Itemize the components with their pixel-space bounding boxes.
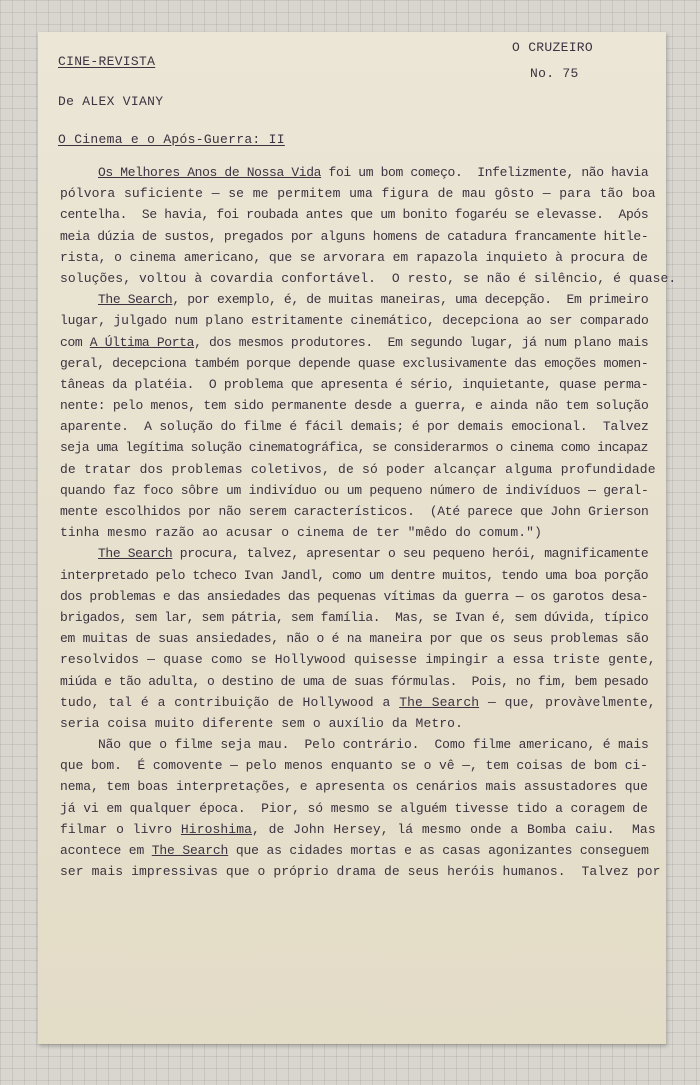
text-line: The Search, por exemplo, é, de muitas maneiras, uma decepção. Em primeiro	[98, 292, 649, 308]
text-line: nema, tem boas interpretações, e apresenta os cenários mais assustadores que	[60, 779, 648, 795]
text-line: filmar o livro Hiroshima, de John Hersey, lá mesmo onde a Bomba caiu. Mas	[60, 821, 656, 837]
text-line: tâneas da platéia. O problema que apresenta é sério, inquietante, quase perma-	[60, 376, 649, 392]
text-line: seja uma legítima solução cinematográfica, se considerarmos o cinema como incapaz	[60, 440, 648, 456]
text-line: lugar, julgado num plano estritamente cinemático, decepciona ao ser comparado	[60, 313, 649, 329]
text-line: geral, decepciona também porque depende quase exclusivamente das emoções momen-	[60, 355, 649, 371]
text-line: centelha. Se havia, foi roubada antes que um bonito fogaréu se elevasse. Após	[60, 207, 649, 223]
text-line: brigados, sem lar, sem pátria, sem família. Mas, se Ivan é, sem dúvida, típico	[60, 609, 649, 625]
text-line: Não que o filme seja mau. Pelo contrário. Como filme americano, é mais	[98, 737, 649, 753]
text-line: interpretado pelo tcheco Ivan Jandl, como um dentre muitos, tendo uma boa porção	[60, 567, 649, 583]
text-line: miúda e tão adulta, o destino de uma de suas fórmulas. Pois, no fim, bem pesado	[60, 673, 649, 689]
article-body	[60, 162, 677, 882]
text-line: tinha mesmo razão ao acusar o cinema de ter "mêdo do comum.")	[60, 525, 542, 541]
article-title: O Cinema e o Após-Guerra: II	[58, 132, 285, 147]
text-line: acontece em The Search que as cidades mortas e as casas agonizantes conseguem	[60, 843, 649, 858]
text-line: com A Última Porta, dos mesmos produtores. Em segundo lugar, já num plano mais	[60, 334, 649, 350]
text-line: em muitas de suas ansiedades, não o é na maneira por que os seus problemas são	[60, 631, 649, 647]
issue-number: No. 75	[530, 66, 579, 81]
text-line: nente: pelo menos, tem sido permanente desde a guerra, e ainda não tem solução	[60, 398, 649, 414]
text-line: soluções, voltou à covardia confortável. O resto, se não é silêncio, é quase.	[60, 270, 677, 286]
author-line: De ALEX VIANY	[58, 94, 164, 109]
text-line: dos problemas e das ansiedades das pequenas vítimas da guerra — os garotos desa-	[60, 588, 649, 604]
text-line: resolvidos — quase como se Hollywood quisesse impingir a essa triste gente,	[60, 652, 656, 668]
text-line: The Search procura, talvez, apresentar o seu pequeno herói, magnificamente	[98, 546, 649, 562]
section-heading: CINE-REVISTA	[58, 54, 156, 69]
publication-name: O CRUZEIRO	[512, 40, 594, 55]
text-line: rista, o cinema americano, que se arvorara em rapazola inquieto à procura de	[60, 249, 648, 265]
typewritten-page	[38, 32, 677, 1044]
text-line: quando faz foco sôbre um indivíduo ou um pequeno número de indivíduos — geral-	[60, 482, 649, 498]
text-line: Os Melhores Anos de Nossa Vida foi um bom começo. Infelizmente, não havia	[98, 165, 649, 180]
text-line: tudo, tal é a contribuição de Hollywood a The Search — que, provàvelmente,	[60, 694, 656, 710]
text-line: aparente. A solução do filme é fácil demais; é por demais emocional. Talvez	[60, 419, 649, 435]
text-line: já vi em qualquer época. Pior, só mesmo se alguém tivesse tido a coragem de	[60, 800, 648, 816]
text-line: que bom. É comovente — pelo menos enquanto se o vê —, tem coisas de bom ci-	[60, 758, 648, 774]
text-line: meia dúzia de sustos, pregados por alguns homens de catadura francamente hitle-	[60, 228, 649, 244]
text-line: de tratar dos problemas coletivos, de só poder alcançar alguma profundidade	[60, 461, 656, 477]
text-line: ser mais impressivas que o próprio drama de seus heróis humanos. Talvez por	[60, 864, 661, 880]
text-line: mente escolhidos por não serem característicos. (Até parece que John Grierson	[60, 504, 649, 519]
text-line: seria coisa muito diferente sem o auxílio da Metro.	[60, 715, 463, 731]
text-line: pólvora suficiente — se me permitem uma figura de mau gôsto — para tão boa	[60, 186, 656, 202]
